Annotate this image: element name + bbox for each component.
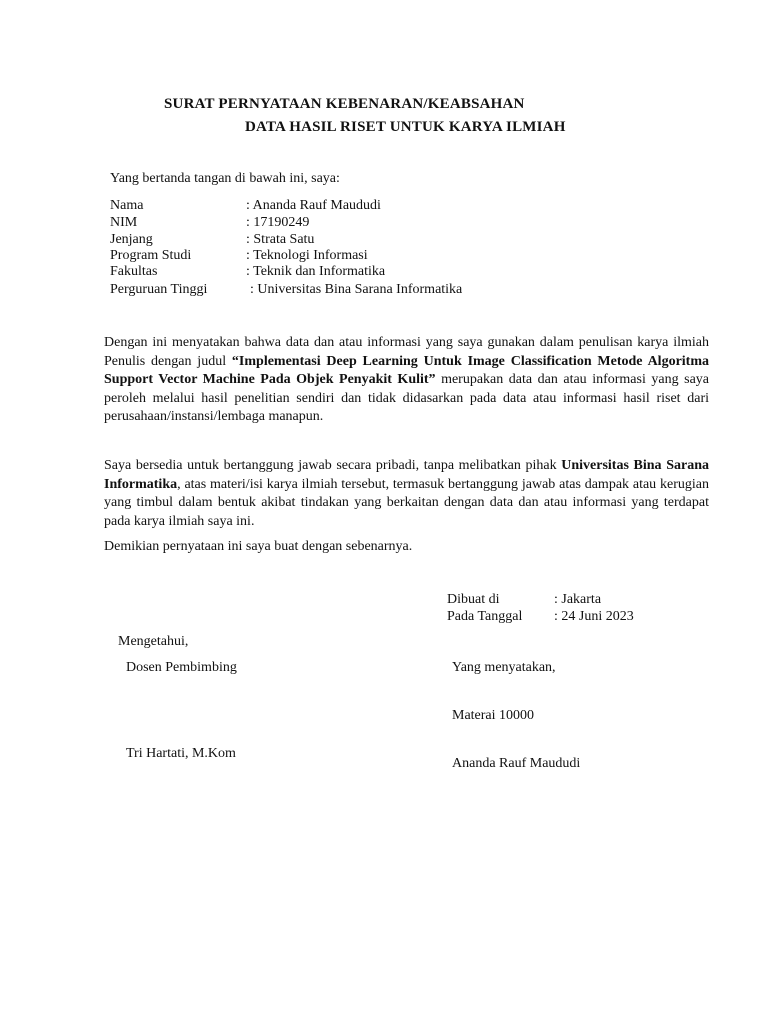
place-label: Dibuat di <box>447 592 500 607</box>
paragraph-responsibility-text: Saya bersedia untuk bertanggung jawab secara pribadi, tanpa melibatkan pihak <box>104 458 562 473</box>
identity-label: Program Studi <box>110 248 192 263</box>
identity-label: Jenjang <box>110 232 153 247</box>
identity-value: : Teknik dan Informatika <box>246 264 386 279</box>
date-label: Pada Tanggal <box>447 609 523 624</box>
paragraph-statement-title: “Implementasi Deep Learning Untuk Image Classification Metode Algoritma Support Vector Machine Pada Objek Penyakit Kulit” <box>104 353 710 387</box>
place-value: : Jakarta <box>554 592 602 607</box>
supervisor-role: Dosen Pembimbing <box>126 660 237 675</box>
declarant-name: Ananda Rauf Maududi <box>452 756 581 771</box>
acknowledge-text: Mengetahui, <box>118 634 189 649</box>
closing-text: Demikian pernyataan ini saya buat dengan sebenarnya. <box>104 539 413 554</box>
identity-label: Perguruan Tinggi <box>110 282 208 297</box>
identity-value: : Teknologi Informasi <box>246 248 368 263</box>
paragraph-responsibility-text-end: , atas materi/isi karya ilmiah tersebut, termasuk bertanggung jawab atas dampak atau kerugian yang timbul dalam bentuk akibat tindakan yang berkaitan dengan data dan atau informasi yang terdapat pada karya ilmiah saya ini. <box>104 476 709 529</box>
identity-label: Nama <box>110 198 144 213</box>
identity-value: : Strata Satu <box>246 232 315 247</box>
paragraph-statement <box>104 334 709 427</box>
identity-value: : Ananda Rauf Maududi <box>246 198 381 213</box>
identity-label: NIM <box>110 215 138 230</box>
title-line-1: SURAT PERNYATAAN KEBENARAN/KEABSAHAN <box>164 96 525 112</box>
paragraph-statement-text-end: merupakan data dan atau informasi yang saya peroleh melalui hasil penelitian sendiri dan tidak didasarkan pada data atau informasi hasil riset dari perusahaan/instansi/lembaga manapun. <box>104 372 709 424</box>
date-value: : 24 Juni 2023 <box>554 609 634 624</box>
title-line-2: DATA HASIL RISET UNTUK KARYA ILMIAH <box>245 119 566 135</box>
stamp-duty-text: Materai 10000 <box>452 708 535 723</box>
identity-value: : Universitas Bina Sarana Informatika <box>250 282 463 297</box>
identity-value: : 17190249 <box>246 215 310 230</box>
intro-text: Yang bertanda tangan di bawah ini, saya: <box>110 171 340 186</box>
paragraph-responsibility-institution: Universitas Bina Sarana Informatika <box>104 458 709 492</box>
paragraph-responsibility <box>104 457 709 531</box>
supervisor-name: Tri Hartati, M.Kom <box>126 746 236 761</box>
identity-label: Fakultas <box>110 264 158 279</box>
declarant-statement: Yang menyatakan, <box>452 660 556 675</box>
paragraph-statement-text: Dengan ini menyatakan bahwa data dan atau informasi yang saya gunakan dalam penulisan karya ilmiah Penulis dengan judul <box>104 335 709 369</box>
